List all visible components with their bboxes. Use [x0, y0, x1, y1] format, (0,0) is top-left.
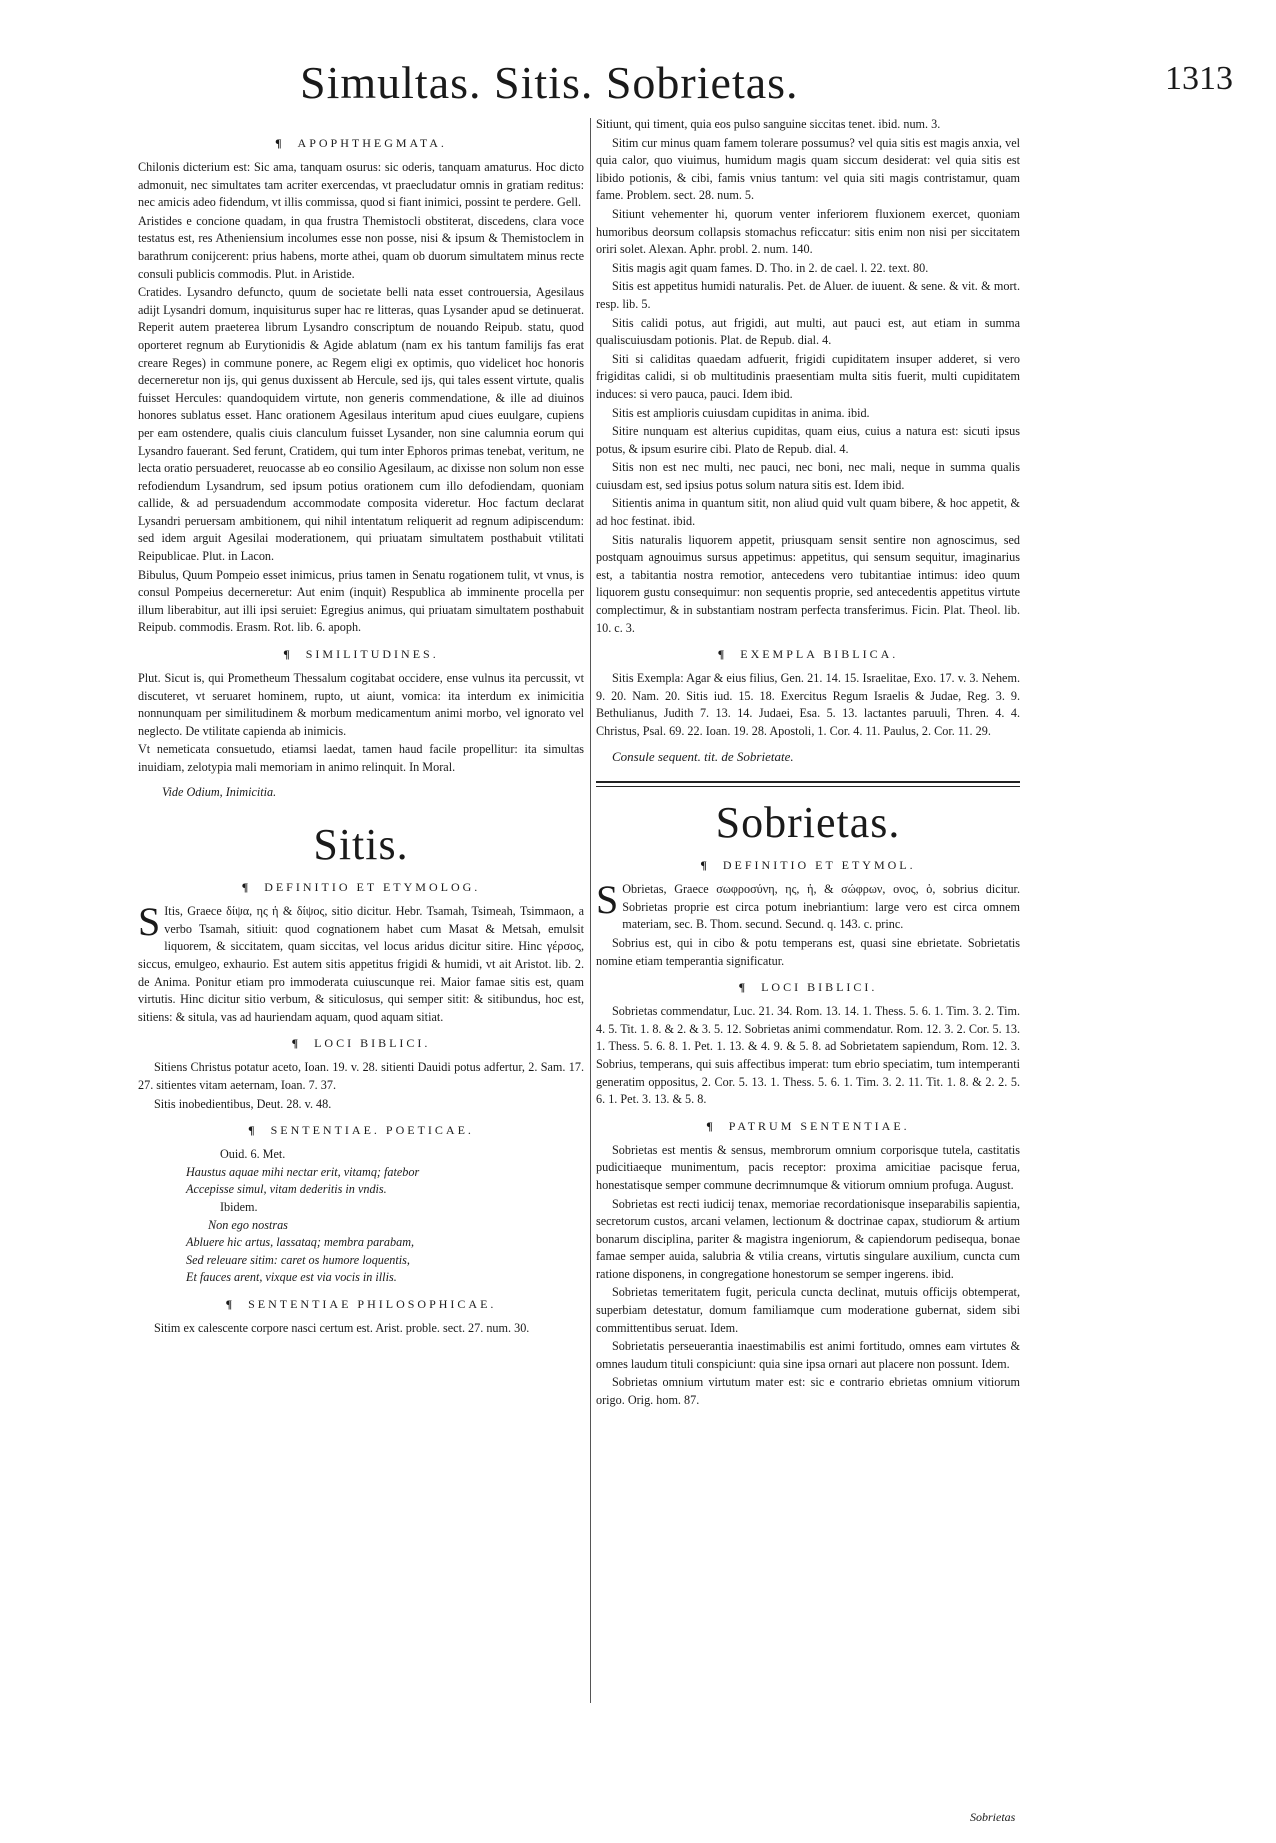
drop-cap: S: [138, 899, 161, 945]
left-column: [138, 126, 584, 1338]
section-heading-definitio: ¶ DEFINITIO ET ETYMOLOG.: [241, 880, 481, 895]
patrum-sentence: Sobrietas est mentis & sensus, membrorum omnium corporisque tutela, castitatis pudicitiaeque munimentum, pacis receptor: proxima amicitiae pacisque ferua, honestatisque semper commune decrimnumque & vitiorum omnium profuga. August.: [596, 1142, 1020, 1192]
see-also: Vide Odium, Inimicitia.: [162, 784, 277, 799]
pilcrow-icon: ¶: [706, 1118, 713, 1133]
loci-item: Sobrietas commendatur, Luc. 21. 34. Rom. 13. 14. 1. Thess. 5. 6. 1. Tim. 3. 2. Tim. 4. 5. Tit. 1. 8. & 2. & 3. 5. 12. Sobrietas animi commendatur. Rom. 12. 3. 2. Cor. 5. 13. 1. Thess. 5. 6. 8. 1. Pet. 1. 13. & 4. 9. & 5. 8. ad Sobrietatem sapiendum, Rom. 12. 3. Sobrius, temperans, qui suis affectibus imperat: tum ebrio speciatim, tum intemperanti generatim oppositus, 2. Cor. 5. 13. 1. Thess. 5. 6. 1. Tim. 3. 2. 11. Tit. 1. 8. & 2. 2. 5. 6. 1. Pet. 3. 13. & 5. 8.: [596, 1004, 1020, 1107]
sitis-sentence: Sitis magis agit quam fames. D. Tho. in 2. de cael. l. 22. text. 80.: [612, 260, 929, 275]
section-heading-apophthegmata: ¶ APOPHTHEGMATA.: [275, 136, 447, 150]
section-heading-loci: ¶ LOCI BIBLICI.: [738, 980, 878, 995]
patrum-sentence: Sobrietas est recti iudicij tenax, memoriae recordationisque inseparabilis sapientia, secretorum custos, arcani velamen, lectionum & doctrinae capax, studiorum & artium bonarum disciplina, pariter & magistra ingeniorum, & capiendorum pedisequa, bonae famae semper auida, salubria & vtilia creans, virtutis singulare auxilium, cuncta cum ratione disponens, in congregatione honestorum se semper ingerens. ibid.: [596, 1196, 1020, 1281]
similitude-1: Plut. Sicut is, qui Prometheum Thessalum cogitabat occidere, ense vulnus ita percussit, vt discuteret, vt seruaret hominem, rupto, ut aiunt, vomica: ita interdum ex inimicitia nonnunquam per similitudinem & morbum medicamentum animi morbo, vel ignorato vel neglecto. De vtilitate capienda ab inimicis.: [138, 671, 584, 738]
sitis-sentence: Sitim cur minus quam famem tolerare possumus? vel quia sitis est magis anxia, vel quia calor, quo viuimus, humidum magis quam siccum desiderat: vel quia sitis est libido potionis, & cibi, famis vnius tantum: vel quia siti magis contristamur, quam fame. Problem. sect. 28. num. 5.: [596, 135, 1020, 203]
running-head: Simultas. Sitis. Sobrietas.: [300, 57, 799, 108]
catchword: Sobrietas: [970, 1810, 1016, 1824]
apophthegm-chilon: Chilonis dicterium est: Sic ama, tanquam osurus: sic oderis, tanquam amaturus. Hoc dicto admonuit, nec simultates tam acriter exercendas, vt praecludatur omnis in gratiam reditus: nec amicis adeo fidendum, vt illis commissa, quod si fiant inimici, possint te perdere. Gell.: [138, 160, 584, 210]
section-heading-loci: ¶ LOCI BIBLICI.: [291, 1036, 431, 1051]
loci-item: Sitiens Christus potatur aceto, Ioan. 19. v. 28. sitienti Dauidi potus adfertur, 2. Sam. 17. 27. sitientes vitam aeternam, Ioan. 7. 37.: [138, 1060, 584, 1092]
right-column: [596, 116, 1020, 1411]
sitis-sentence: Sitis non est nec multi, nec pauci, nec boni, nec mali, neque in summa qualis cuiusdam est, sed ipsius potus solum natura sitis est. Idem ibid.: [596, 460, 1020, 492]
sobrietas-definition-2: Sobrius est, qui in cibo & potu temperans est, quasi sine ebrietate. Sobrietatis nomine etiam temperantia significatur.: [596, 935, 1020, 968]
sitis-sentence: Sitis est amplioris cuiusdam cupiditas in anima. ibid.: [612, 405, 870, 420]
sitis-sentence: Sitientis anima in quantum sitit, non aliud quid vult quam bibere, & hoc appetit, & ad hoc festinat. ibid.: [596, 496, 1020, 529]
patrum-sentence: Sobrietas omnium virtutum mater est: sic e contrario ebrietas omnium vitiorum origo. Orig. hom. 87.: [596, 1375, 1020, 1408]
pilcrow-icon: ¶: [283, 647, 290, 662]
poem-line: Sed releuare sitim: caret os humore loquentis,: [186, 1252, 410, 1267]
poem-line: Abluere hic artus, lassataq; membra parabam,: [186, 1235, 415, 1250]
poem-line: Haustus aquae mihi nectar erit, vitamq; fatebor: [186, 1164, 420, 1179]
loci-item: Sitis inobedientibus, Deut. 28. v. 48.: [154, 1096, 332, 1111]
pilcrow-icon: ¶: [225, 1296, 233, 1311]
apophthegm-bibulus: Bibulus, Quum Pompeio esset inimicus, prius tamen in Senatu rogationem tulit, vt vnus, is consul Pompeius decerneretur: Aut enim (inquit) Respublica ab imminente procella per illum liberabitur, aut illi ipsi seruiet: Egregius animus, qui priuatam simultatem posthabuit Reipub. commodis. Erasm. Rot. lib. 6. apoph.: [138, 567, 584, 635]
section-heading-poeticae: ¶ SENTENTIAE. POETICAE.: [248, 1123, 474, 1138]
sitis-sentence: Sitis naturalis liquorem appetit, priusquam sensit sentire non agnoscimus, sed postquam agnouimus sursus appetimus: appetitus, qui sensum sequitur, imaginarius est, a tabitantia nostra remotior, antecedens vero tubitantiae intimus: ideo quum liquorem gustu consequimur: non sequentis proprie, sed antecedentis appetitus virtute complectimur, & in substantiam nostram perfecta transferimus. Ficin. Plat. Theol. lib. 10. c. 3.: [596, 532, 1020, 635]
section-rule: [596, 781, 1020, 787]
pilcrow-icon: ¶: [241, 880, 249, 895]
poem-line: Accepisse simul, vitam dederitis in vndis.: [186, 1182, 387, 1197]
page-header: [0, 56, 1276, 116]
sitis-sentence: Sitis calidi potus, aut frigidi, aut multi, aut pauci est, aut etiam in summa qualiscuiusdam potionis. Plat. de Repub. dial. 4.: [596, 315, 1020, 348]
pilcrow-icon: ¶: [717, 647, 725, 662]
sitis-sentence: Sitiunt vehementer hi, quorum venter inferiorem fluxionem exercet, quoniam humoribus deorsum collapsis stomachus reficcatur: sitis enim non nisi per siccitatem oriri solet. Alexan. Aphr. probl. 2. num. 140.: [596, 206, 1020, 257]
poem-source: Ibidem.: [220, 1199, 258, 1214]
pilcrow-icon: ¶: [738, 980, 746, 995]
section-heading-definitio: ¶ DEFINITIO ET ETYMOL.: [700, 858, 916, 873]
sitis-definition: S Itis, Graece δίψα, ης ἡ & δίψος, sitio dicitur. Hebr. Tsamah, Tsimeah, Tsimmaon, a verbo Tsamah, sitiuit: quod cognationem habet cum Masat & Metsah, emulsit liquorem, & siccitatem, quam siccitas, vel locus aridus dicitur sitire. Hinc γέρσος, siccus, emulgeo, exhaurio. Est autem sitis appetitus frigidi & humidi, vt ait Aristot. lib. 2. de Anima. Ponitur etiam pro immoderata cuiuscunque rei. Maior famae sitis est, quam virtutis. Hinc dicitur sitio verbum, & siticulosus, qui semper sitit: & sitibundus, hoc est, sitiens: & situla, vas ad hauriendam aquam, quod aquam sitiat.: [138, 899, 584, 1024]
sitis-sentence: Sitis est appetitus humidi naturalis. Pet. de Aluer. de iuuent. & sene. & vit. & mort. resp. lib. 5.: [596, 279, 1020, 311]
exempla-biblica: Sitis Exempla: Agar & eius filius, Gen. 21. 14. 15. Israelitae, Exo. 17. v. 3. Nehem. 9. 20. Nam. 20. Sitis iud. 15. 18. Exercitus Regum Israelis & Judae, Reg. 3. 9. Bethulianus, Judith 7. 13. 14. Judaei, Esa. 5. 13. lactantes paruuli, Thren. 4. 4. Christus, Psal. 69. 22. Ioan. 19. 28. Apostoli, 1. Cor. 4. 11. Paulus, 2. Cor. 11. 29.: [596, 671, 1020, 738]
column-divider: [590, 118, 591, 1703]
poem-line: Non ego nostras: [208, 1217, 288, 1232]
cross-reference: Consule sequent. tit. de Sobrietate.: [612, 748, 794, 764]
sobrietas-definition: S Obrietas, Graece σωφροσύνη, ης, ἡ, & σώφρων, ονος, ὁ, sobrius dicitur. Sobrietas proprie est circa potum inebriantium: large vero est circa omnem materiam, sec. B. Thom. secund. Secund. q. 143. c. princ.: [596, 877, 1020, 932]
pilcrow-icon: ¶: [700, 858, 707, 873]
apophthegm-cratides: Cratides. Lysandro defuncto, quum de societate belli nata esset controuersia, Agesilaus adijt Lysandri domum, inquisiturus super hac re litteras, quas Lysander apud se detinuerat. Reperit autem praeterea librum Lysandro conscriptum de nouando Reipub. statu, quod oporteret regnum ab Eurytionidis & Agide ablatum (nam ex his tantum familijs fas erat creare Reges) in commune ponere, ac Regem eligi ex optimis, quo videlicet hoc honoris decerneretur non ijs, qui genus duxissent ab Hercule, sed ijs, qui tales essent virtute, qualis fuisset Hercules: quandoquidem virtute, non generis commendatione, & ille ad diuinos honores sublatus esset. Hanc orationem Agesilaus interitum apud ciues euulgare, cupiens per eam ostendere, qualis ciuis clanculum fuisset Lysander, non sine calumnia eorum qui Lysandro fauerant. Sed ferunt, Cratidem, qui tum inter Ephoros primas tenebat, veritum, ne lecta oratio persuaderet, reuocasse ab eo consilio Agesilaum, ac dixisse non solum non esse refodiendum Lysandrum, sed ipsum potius orationem cum illo defodiendam, quoniam callide, & ad persuadendum accommodate composita videretur. Hoc factum declarat Lysandri peruersam ambitionem, qui nihil intentatum reliquerit ad regnum adipiscendum: sed idem arguit Agesilai moderationem, qui priuatam simultatem posthabuit vtilitati Reipublicae. Plut. in Lacon.: [138, 285, 584, 564]
philosophical-sentence: Sitim ex calescente corpore nasci certum est. Arist. proble. sect. 27. num. 30.: [154, 1320, 530, 1335]
sitis-sentence: Sitire nunquam est alterius cupiditas, quam eius, cuius a natura est: sicuti ipsus potus, & ipsum esurire cibi. Plato de Repub. dial. 4.: [596, 424, 1020, 456]
section-heading-philosophicae: ¶ SENTENTIAE PHILOSOPHICAE.: [225, 1296, 497, 1311]
pilcrow-icon: ¶: [275, 136, 282, 150]
section-heading-patrum: ¶ PATRUM SENTENTIAE.: [706, 1118, 910, 1133]
similitude-2: Vt nemeticata consuetudo, etiamsi laedat, tamen haud facile propellitur: ita simultas inuidiam, zelotypia mali memoriam in animo relinquit. In Moral.: [138, 742, 584, 774]
page-number: 1313: [1165, 60, 1233, 97]
poem-source: Ouid. 6. Met.: [220, 1147, 286, 1162]
entry-title-sobrietas: Sobrietas.: [715, 798, 901, 848]
drop-cap: S: [596, 877, 619, 923]
pilcrow-icon: ¶: [291, 1036, 299, 1051]
poem-line: Et fauces arent, vixque est via vocis in illis.: [186, 1270, 397, 1285]
section-heading-exempla: ¶ EXEMPLA BIBLICA.: [717, 647, 899, 662]
patrum-sentence: Sobrietas temeritatem fugit, pericula cuncta declinat, mutuis officijs obtemperat, superbiam detestatur, domum familiamque cum moderatione gubernat, sidem sibi committentibus seruat. Idem.: [596, 1285, 1020, 1335]
sitis-sentence: Siti si caliditas quaedam adfuerit, frigidi cupiditatem insuper adderet, si vero frigiditas calidi, si ob multitudinis praesentiam multa sitis fuerit, multi cupiditatem induces: si vero pauca, pauci. Idem ibid.: [596, 351, 1020, 401]
patrum-sentence: Sobrietatis perseuerantia inaestimabilis est animi fortitudo, omnes eam virtutes & omnes laudum tituli conspiciunt: quia sine ipsa ornari aut placere non possunt. Idem.: [596, 1339, 1020, 1371]
section-heading-similitudines: ¶ SIMILITUDINES.: [283, 647, 439, 662]
sitis-sentence: Sitiunt, qui timent, quia eos pulso sanguine siccitas tenet. ibid. num. 3.: [596, 117, 941, 131]
entry-title-sitis: Sitis.: [313, 820, 409, 870]
apophthegm-aristides: Aristides e concione quadam, in qua frustra Themistocli obstiterat, discedens, clara voce testatus est, res Atheniensium incolumes esse non posse, nisi & ipsum & Themistoclem in barathrum conijcerent: prius habens, morte athei, quam ob duorum simultatem minus recte consuli publicis commodis. Plut. in Aristide.: [138, 213, 584, 281]
pilcrow-icon: ¶: [248, 1123, 255, 1138]
